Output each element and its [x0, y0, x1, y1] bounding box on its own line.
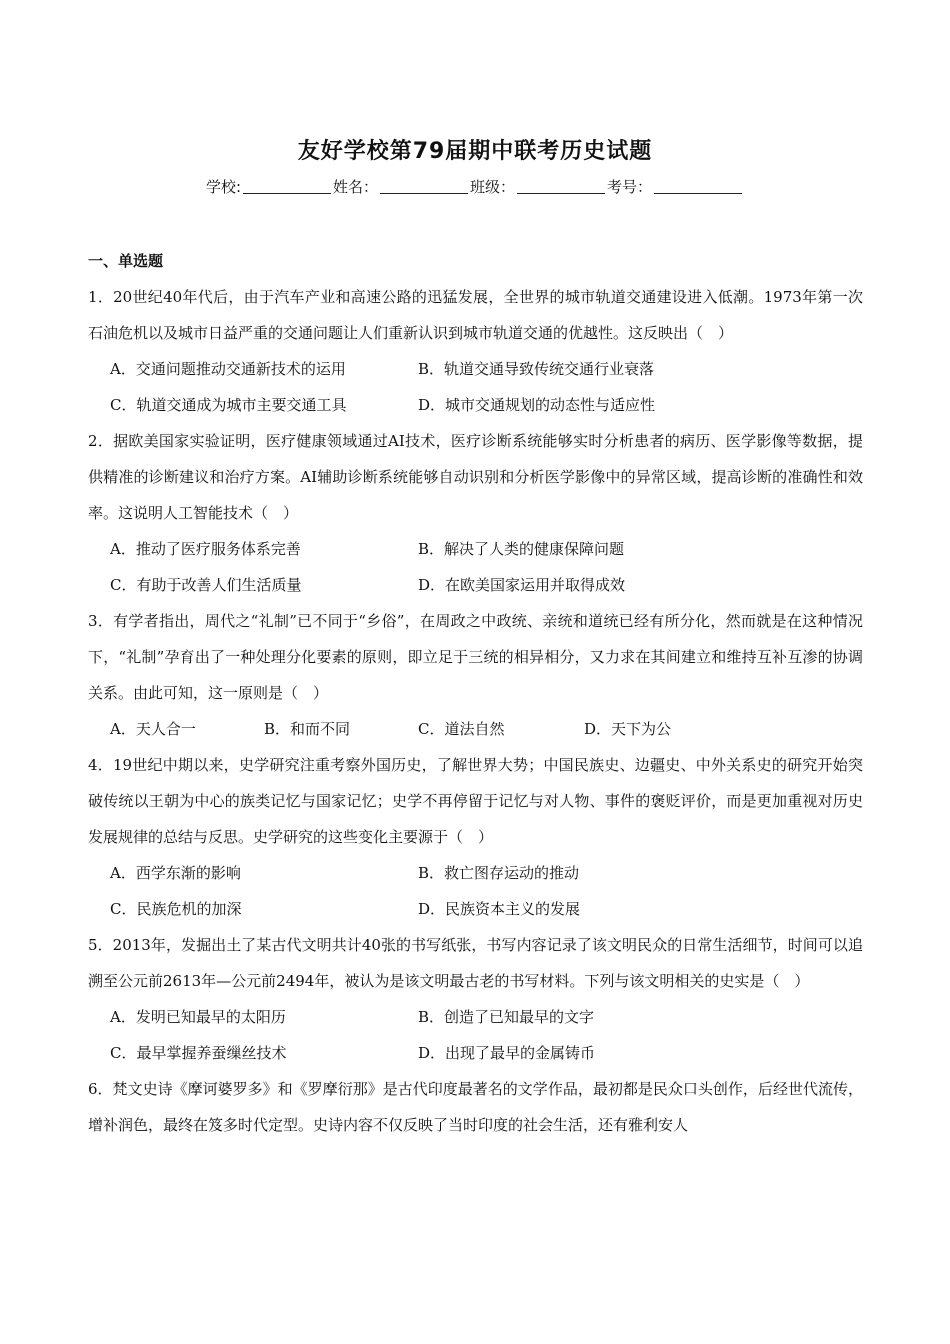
- question-2-stem: 2．据欧美国家实验证明，医疗健康领域通过AI技术，医疗诊断系统能够实时分析患者的病历、医学影像等数据，提供精准的诊断建议和治疗方案。AI辅助诊断系统能够自动识别和分析医学影像中的异常区域，提高诊断的准确性和效率。这说明人工智能技术（ ）: [88, 432, 863, 522]
- option-a[interactable]: A．推动了医疗服务体系完善: [110, 540, 301, 558]
- option-a[interactable]: A．发明已知最早的太阳历: [110, 1008, 286, 1026]
- option-b[interactable]: B．解决了人类的健康保障问题: [418, 540, 625, 558]
- number-label: 考号：: [607, 178, 653, 196]
- option-a[interactable]: A．天人合一: [110, 720, 196, 738]
- question-6-stem: 6．梵文史诗《摩诃婆罗多》和《罗摩衍那》是古代印度最著名的文学作品，最初都是民众口头创作，后经世代流传，增补润色，最终在笈多时代定型。史诗内容不仅反映了当时印度的社会生活，还有雅利安人: [88, 1080, 863, 1134]
- option-c[interactable]: C．民族危机的加深: [110, 900, 242, 918]
- option-b[interactable]: B．轨道交通导致传统交通行业衰落: [418, 360, 655, 378]
- exam-title: 友好学校第79届期中联考历史试题: [297, 139, 653, 164]
- option-c[interactable]: C．最早掌握养蚕缫丝技术: [110, 1044, 287, 1062]
- student-info-line: [0, 176, 950, 197]
- option-a[interactable]: A．交通问题推动交通新技术的运用: [110, 360, 346, 378]
- question-5-stem: 5．2013年，发掘出土了某古代文明共计40张的书写纸张，书写内容记录了该文明民众的日常生活细节，时间可以追溯至公元前2613年—公元前2494年，被认为是该文明最古老的书写材料。下列与该文明相关的史实是（ ）: [88, 936, 863, 990]
- option-c[interactable]: C．道法自然: [418, 720, 505, 738]
- question-1-options: [88, 351, 863, 423]
- option-d[interactable]: D．出现了最早的金属铸币: [418, 1044, 596, 1062]
- name-label: 姓名：: [333, 178, 379, 196]
- question-3-options: [88, 711, 863, 747]
- option-b[interactable]: B．救亡图存运动的推动: [418, 864, 580, 882]
- class-blank[interactable]: [517, 179, 605, 194]
- option-d[interactable]: D．在欧美国家运用并取得成效: [418, 576, 626, 594]
- option-d[interactable]: D．城市交通规划的动态性与适应性: [418, 396, 656, 414]
- question-2-options: [88, 531, 863, 603]
- number-blank[interactable]: [654, 179, 742, 194]
- section-title: 一、单选题: [88, 252, 164, 270]
- option-d[interactable]: D．天下为公: [584, 720, 672, 738]
- option-d[interactable]: D．民族资本主义的发展: [418, 900, 581, 918]
- question-3-stem: 3．有学者指出，周代之“礼制”已不同于“乡俗”，在周政之中政统、亲统和道统已经有所分化，然而就是在这种情况下，“礼制”孕育出了一种处理分化要素的原则，即立足于三统的相异相分，又力求在其间建立和维持互补互渗的协调关系。由此可知，这一原则是（ ）: [88, 612, 863, 702]
- question-4-options: [88, 855, 863, 927]
- option-b[interactable]: B．创造了已知最早的文字: [418, 1008, 595, 1026]
- option-c[interactable]: C．轨道交通成为城市主要交通工具: [110, 396, 347, 414]
- name-blank[interactable]: [380, 179, 468, 194]
- option-a[interactable]: A．西学东渐的影响: [110, 864, 241, 882]
- question-5-options: [88, 999, 863, 1071]
- school-blank[interactable]: [243, 179, 331, 194]
- question-4-stem: 4．19世纪中期以来，史学研究注重考察外国历史，了解世界大势；中国民族史、边疆史、中外关系史的研究开始突破传统以王朝为中心的族类记忆与国家记忆；史学不再停留于记忆与对人物、事件的褒贬评价，而是更加重视对历史发展规律的总结与反思。史学研究的这些变化主要源于（ ）: [88, 756, 863, 846]
- class-label: 班级：: [470, 178, 516, 196]
- option-b[interactable]: B．和而不同: [264, 720, 351, 738]
- question-list: [88, 250, 863, 1143]
- school-label: 学校:: [205, 178, 241, 196]
- option-c[interactable]: C．有助于改善人们生活质量: [110, 576, 302, 594]
- question-1-stem: 1．20世纪40年代后，由于汽车产业和高速公路的迅猛发展，全世界的城市轨道交通建设进入低潮。1973年第一次石油危机以及城市日益严重的交通问题让人们重新认识到城市轨道交通的优越性。这反映出（ ）: [88, 288, 863, 342]
